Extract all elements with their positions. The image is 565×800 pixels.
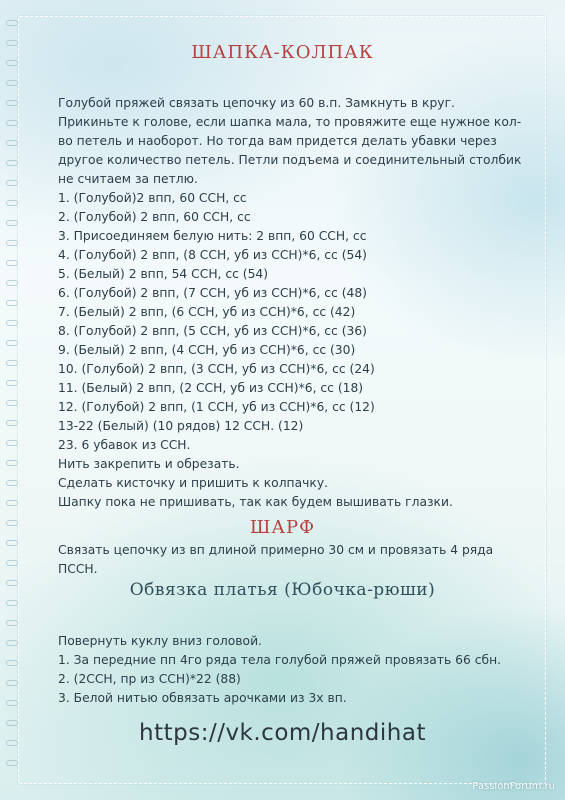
hat-step: 2. (Голубой) 2 впп, 60 ССН, сс	[58, 210, 251, 224]
hat-step: 4. (Голубой) 2 впп, (8 ССН, уб из ССН)*6, сс (54)	[58, 248, 367, 262]
spiral-ring	[6, 600, 18, 606]
spiral-ring	[6, 380, 18, 386]
spiral-ring	[6, 360, 18, 366]
hat-step: 8. (Голубой) 2 впп, (5 ССН, уб из ССН)*6, сс (36)	[58, 324, 367, 338]
hat-step: 6. (Голубой) 2 впп, (7 ССН, уб из ССН)*6, сс (48)	[58, 286, 367, 300]
hat-step: 12. (Голубой) 2 впп, (1 ССН, уб из ССН)*6, сс (12)	[58, 400, 375, 414]
spiral-ring	[6, 220, 18, 226]
spiral-ring	[6, 760, 18, 766]
hat-step: 7. (Белый) 2 впп, (6 ССН, уб из ССН)*6, сс (42)	[58, 305, 356, 319]
hat-step: Шапку пока не пришивать, так как будем вышивать глазки.	[58, 495, 453, 509]
spiral-ring	[6, 120, 18, 126]
spiral-ring	[6, 440, 18, 446]
dress-step: 2. (2ССН, пр из ССН)*22 (88)	[58, 672, 241, 686]
spiral-ring	[6, 300, 18, 306]
dress-steps-list	[58, 632, 528, 708]
spiral-ring	[6, 460, 18, 466]
spiral-ring	[6, 180, 18, 186]
spiral-ring	[6, 680, 18, 686]
spiral-ring	[6, 340, 18, 346]
hat-step: 13-22 (Белый) (10 рядов) 12 ССН. (12)	[58, 419, 304, 433]
hat-intro: Голубой пряжей связать цепочку из 60 в.п. Замкнуть в круг. Прикиньте к голове, если шапка мала, то провяжите еще нужное кол-во петель и наоборот. Но тогда вам придется делать убавки через другое количество петель. Петли подъема и соединительный столбик не считаем за петлю.	[58, 96, 522, 186]
spiral-ring	[6, 480, 18, 486]
scarf-title: ШАРФ	[249, 517, 316, 538]
spiral-ring	[6, 200, 18, 206]
hat-section	[58, 94, 528, 512]
spiral-ring	[6, 700, 18, 706]
spiral-ring	[6, 540, 18, 546]
hat-title: ШАПКА-КОЛПАК	[191, 42, 374, 63]
hat-step: 5. (Белый) 2 впп, 54 ССН, сс (54)	[58, 267, 269, 281]
dress-title: Обвязка платья (Юбочка-рюши)	[129, 580, 436, 600]
hat-step: Нить закрепить и обрезать.	[58, 457, 240, 471]
spiral-ring	[6, 560, 18, 566]
watermark: PassionForum.ru	[472, 781, 555, 792]
spiral-ring	[6, 260, 18, 266]
spiral-ring	[6, 420, 18, 426]
hat-step: Сделать кисточку и пришить к колпачку.	[58, 476, 329, 490]
hat-step: 11. (Белый) 2 впп, (2 ССН, уб из ССН)*6, сс (18)	[58, 381, 364, 395]
spiral-ring	[6, 400, 18, 406]
dress-step: 1. За передние пп 4го ряда тела голубой пряжей провязать 66 сбн.	[58, 653, 502, 667]
hat-step: 3. Присоединяем белую нить: 2 впп, 60 ССН, сс	[58, 229, 367, 243]
spiral-ring	[6, 640, 18, 646]
dress-section	[58, 632, 528, 708]
hat-step: 10. (Голубой) 2 впп, (3 ССН, уб из ССН)*6, сс (24)	[58, 362, 375, 376]
spiral-ring	[6, 140, 18, 146]
spiral-ring	[6, 240, 18, 246]
dress-step: Повернуть куклу вниз головой.	[58, 634, 262, 648]
dress-step: 3. Белой нитью обвязать арочками из 3х вп.	[58, 691, 347, 705]
spiral-ring	[6, 660, 18, 666]
hat-step: 1. (Голубой)2 впп, 60 ССН, сс	[58, 191, 247, 205]
vk-link[interactable]: https://vk.com/handihat	[139, 720, 426, 746]
spiral-ring	[6, 620, 18, 626]
hat-step: 23. 6 убавок из ССН.	[58, 438, 191, 452]
scarf-text: Связать цепочку из вп длиной примерно 30 см и провязать 4 ряда ПССН.	[58, 543, 494, 576]
hat-step: 9. (Белый) 2 впп, (4 ССН, уб из ССН)*6, сс (30)	[58, 343, 356, 357]
hat-steps-list	[58, 189, 528, 512]
spiral-ring	[6, 100, 18, 106]
scarf-section	[58, 541, 528, 579]
spiral-ring	[6, 80, 18, 86]
spiral-ring	[6, 280, 18, 286]
spiral-ring	[6, 160, 18, 166]
spiral-ring	[6, 500, 18, 506]
spiral-ring	[6, 20, 18, 26]
spiral-ring	[6, 320, 18, 326]
